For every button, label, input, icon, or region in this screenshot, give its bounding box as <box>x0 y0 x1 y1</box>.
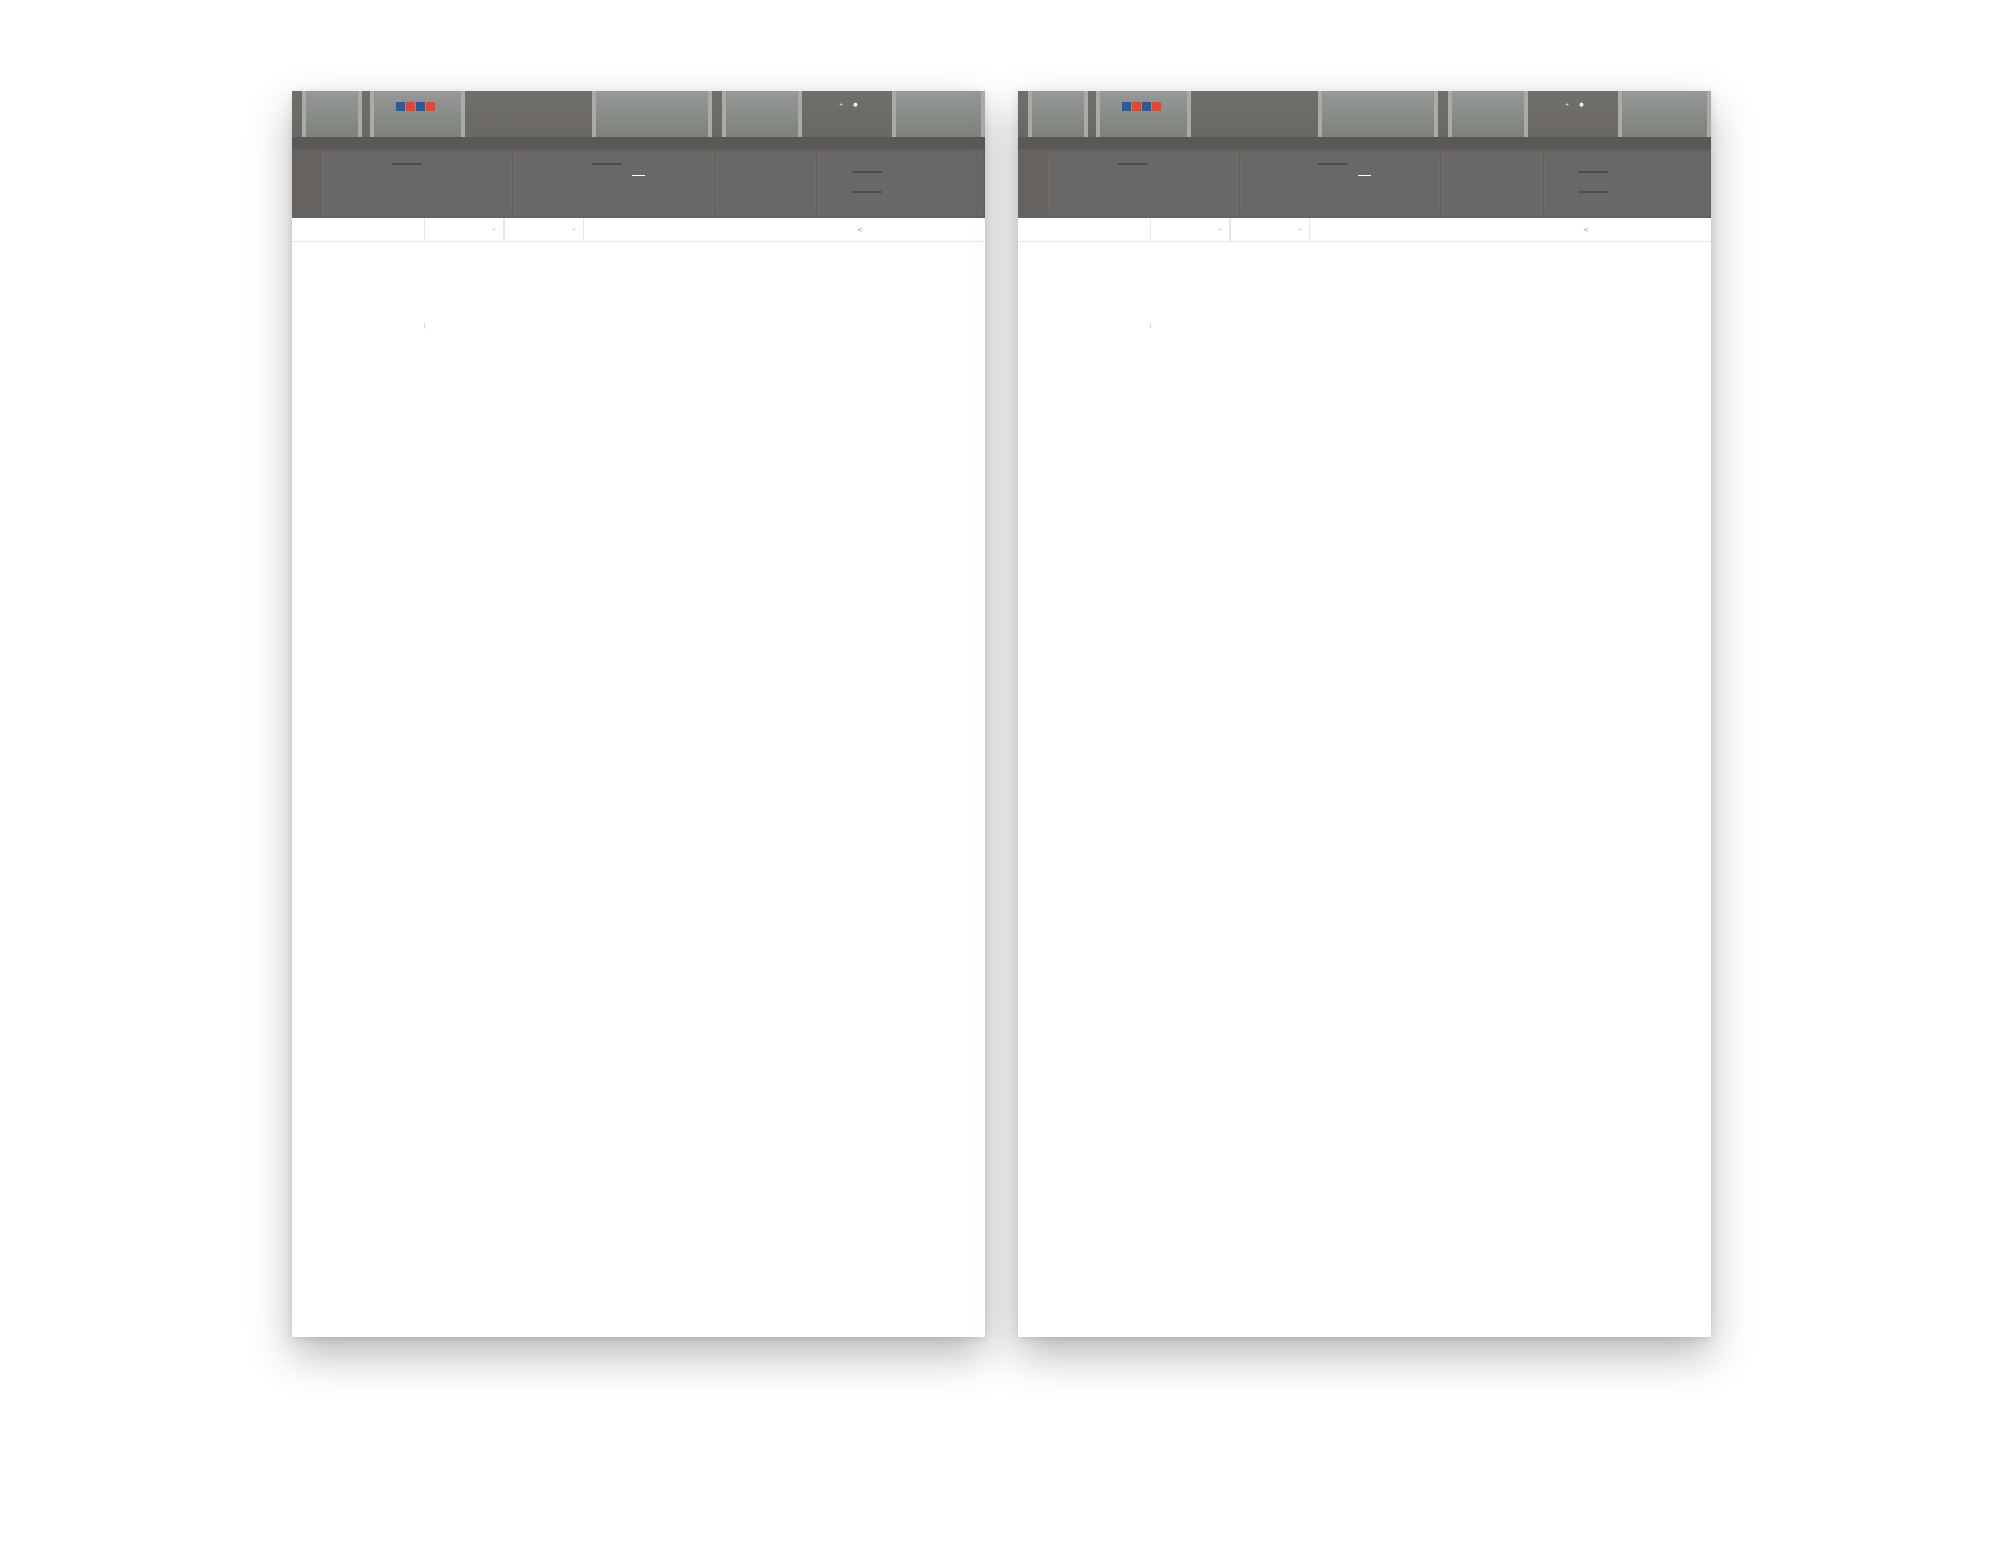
left-page-screenshot <box>292 91 985 1337</box>
top-nav <box>1018 99 1711 113</box>
brand-logo[interactable] <box>1122 101 1165 111</box>
breadcrumb-select-2[interactable] <box>1230 218 1310 242</box>
login-link[interactable]: ● <box>853 102 858 108</box>
breadcrumb-select-1[interactable] <box>424 218 504 242</box>
breadcrumb <box>1018 218 1711 242</box>
share-icon[interactable]: < <box>1583 226 1589 234</box>
login-link[interactable]: ● <box>1579 102 1584 108</box>
top-nav <box>292 99 985 113</box>
breadcrumb-select-1[interactable] <box>1150 218 1230 242</box>
right-page-screenshot <box>1018 91 1711 1337</box>
chevron-down-icon: ⌄ <box>1217 226 1222 232</box>
breadcrumb <box>292 218 985 242</box>
share-icon[interactable]: < <box>857 226 863 234</box>
breadcrumb-select-2[interactable] <box>504 218 584 242</box>
hero-banner <box>292 91 985 218</box>
chevron-down-icon: ⌄ <box>1297 226 1302 232</box>
total-count: | <box>1150 323 1152 329</box>
total-count: | <box>424 323 426 329</box>
signup-link[interactable]: + <box>1565 102 1570 108</box>
signup-link[interactable]: + <box>839 102 844 108</box>
brand-logo[interactable] <box>396 101 439 111</box>
chevron-down-icon: ⌄ <box>571 226 576 232</box>
chevron-down-icon: ⌄ <box>491 226 496 232</box>
hero-banner <box>1018 91 1711 218</box>
